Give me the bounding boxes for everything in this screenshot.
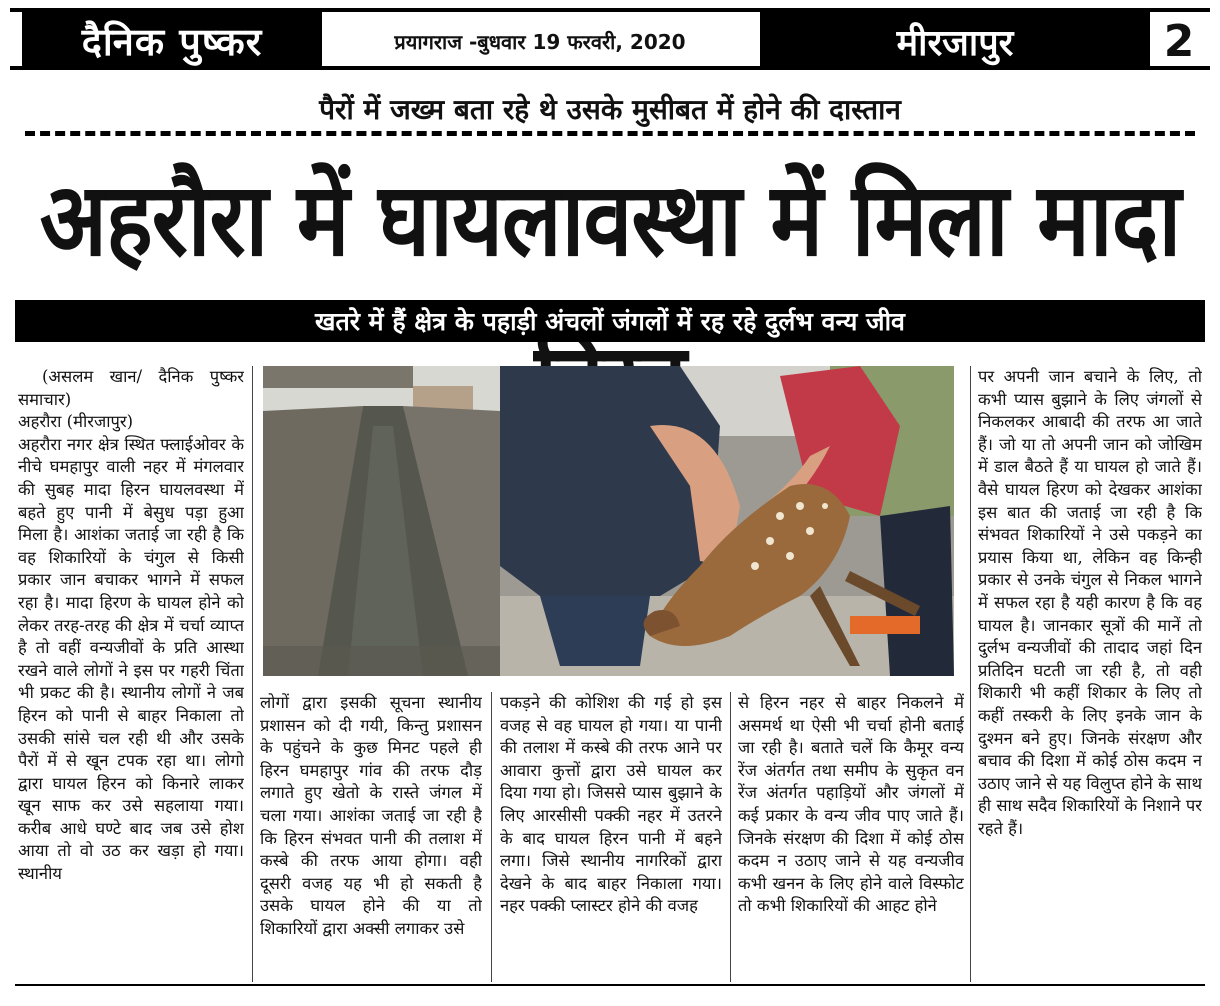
main-headline: अहरौरा में घायलावस्था में मिला मादा	[39, 160, 1181, 279]
article-text-col4: से हिरन नहर से बाहर निकलने में असमर्थ था ऐसी भी चर्चा होनी बताई जा रही है। बताते चलें कि कैमूर वन्य रेंज अंतर्गत तथा समीप के सुकृत वन रेंज अंतर्गत पहाड़ियों और जंगलों में कई प्रकार के वन्य जीव पाए जाते हैं। जिनके संरक्षण की दिशा में कोई ठोस कदम न उठाए जाने से यह वन्यजीव कभी खनन के लिए होने वाले विस्फोट तो कभी शिकारियों की आहट होने	[738, 693, 964, 916]
canal-photo-illustration	[263, 366, 500, 676]
article-text-col5: पर अपनी जान बचाने के लिए, तो कभी प्यास बुझाने के लिए जंगलों से निकलकर आबादी की तरफ आ जाते हैं। जो या तो अपनी जान को जोखिम में डाल बैठते हैं या घायल हो जाते हैं। वैसे घायल हिरण को देखकर आशंका इस बात की जताई जा रही है कि संभवत शिकारियों ने उसे पकड़ने का प्रयास किया था, लेकिन वह किन्ही प्रकार से उनके चंगुल से निकल भागने में सफल रहा है यही कारण है कि वह घायल है। जानकार सूत्रों की मानें तो दुर्लभ वन्यजीवों की तादाद जहां दिन प्रतिदिन घटती जा रही है, तो वही शिकारी भी कहीं शिकार के लिए तो कहीं तस्करी के लिए इनके जान के दुश्मन बने हुए। जिनके संरक्षण और बचाव की दिशा में कोई ठोस कदम न उठाए जाने से यह विलुप्त होने के साथ ही साथ सदैव शिकारियों के निशाने पर रहते हैं।	[978, 367, 1202, 838]
column-rule	[730, 692, 731, 982]
page-number: 2	[1163, 15, 1195, 67]
deer-rescue-illustration	[500, 366, 954, 676]
subheadline-text: खतरे में हैं क्षेत्र के पहाड़ी अंचलों जंगलों में रह रहे दुर्लभ वन्य जीव	[315, 307, 905, 336]
deer-rescue-photo	[500, 366, 954, 676]
newspaper-name: दैनिक पुष्कर	[22, 12, 322, 70]
bottom-rule	[15, 984, 1205, 986]
article-column-4	[738, 692, 964, 982]
article-column-5	[978, 366, 1202, 982]
issue-dateline: प्रयागराज -बुधवार 19 फरवरी, 2020	[394, 29, 686, 54]
subheadline-bar	[15, 300, 1205, 342]
canal-photo	[263, 366, 500, 676]
article-byline: (असलम खान/ दैनिक पुष्कर समाचार)	[18, 367, 244, 409]
column-rule	[970, 366, 971, 982]
section-name: मीरजापुर	[760, 12, 1150, 70]
article-text-col2: लोगों द्वारा इसकी सूचना स्थानीय प्रशासन को दी गयी, किन्तु प्रशासन के पहुंचने के कुछ मिनट पहले ही हिरन घमहापुर गांव की तरफ दौड़ लगाते हुए खेतो के रास्ते जंगल में चला गया। आशंका जताई जा रही है कि हिरन संभवत पानी की तलाश में कस्बे की तरफ आया होगा। वही दूसरी वजह यह भी हो सकती है उसके घायल होने की या तो शिकारियों द्वारा अक्सी लगाकर उसे	[260, 693, 482, 938]
column-rule	[491, 692, 492, 982]
article-dateline: अहरौरा (मीरजापुर)	[18, 412, 134, 432]
article-text-col1: अहरौरा नगर क्षेत्र स्थित फ्लाईओवर के नीचे घमहापुर वाली नहर में मंगलवार की सुबह मादा हिरन घायलवस्था में बहते हुए पानी में बेसुध पड़ा हुआ मिला है। आशंका जताई जा रही है कि वह शिकारियों के चंगुल से किसी प्रकार जान बचाकर भागने में सफल रहा है। मादा हिरण के घायल होने को लेकर तरह-तरह की क्षेत्र में चर्चा व्याप्त है तो वहीं वन्यजीवों के प्रति आस्था रखने वाले लोगों ने इस पर गहरी चिंता भी प्रकट की है। स्थानीय लोगों ने जब हिरन को पानी से बाहर निकाला तो उसकी सांसे चल रही थी और उसके पैरों में से खून टपक रहा था। लोगो द्वारा घायल हिरन को किनारे लाकर खून साफ कर उसे सहलाया गया। करीब आधे घण्टे बाद जब उसे होश आया तो वो उठ कर खड़ा हो गया। स्थानीय	[18, 434, 244, 884]
kicker-headline: पैरों में जख्म बता रहे थे उसके मुसीबत में होने की दास्तान	[319, 93, 901, 126]
dashed-divider	[25, 131, 1195, 136]
article-column-2	[260, 692, 482, 982]
article-text-col3: पकड़ने की कोशिश की गई हो इस वजह से वह घायल हो गया। या पानी की तलाश में कस्बे की तरफ आने पर आवारा कुत्तों द्वारा उसे घायल कर दिया गया हो। जिससे प्यास बुझाने के लिए आरसीसी पक्की नहर में उतरने के बाद घायल हिरन पानी में बहने लगा। जिसे स्थानीय नागरिकों द्वारा देखने के बाद बाहर निकाला गया। नहर पक्की प्लास्टर होने की वजह	[500, 693, 722, 916]
article-column-3	[500, 692, 722, 982]
column-rule	[252, 366, 253, 982]
article-column-1	[18, 366, 244, 982]
